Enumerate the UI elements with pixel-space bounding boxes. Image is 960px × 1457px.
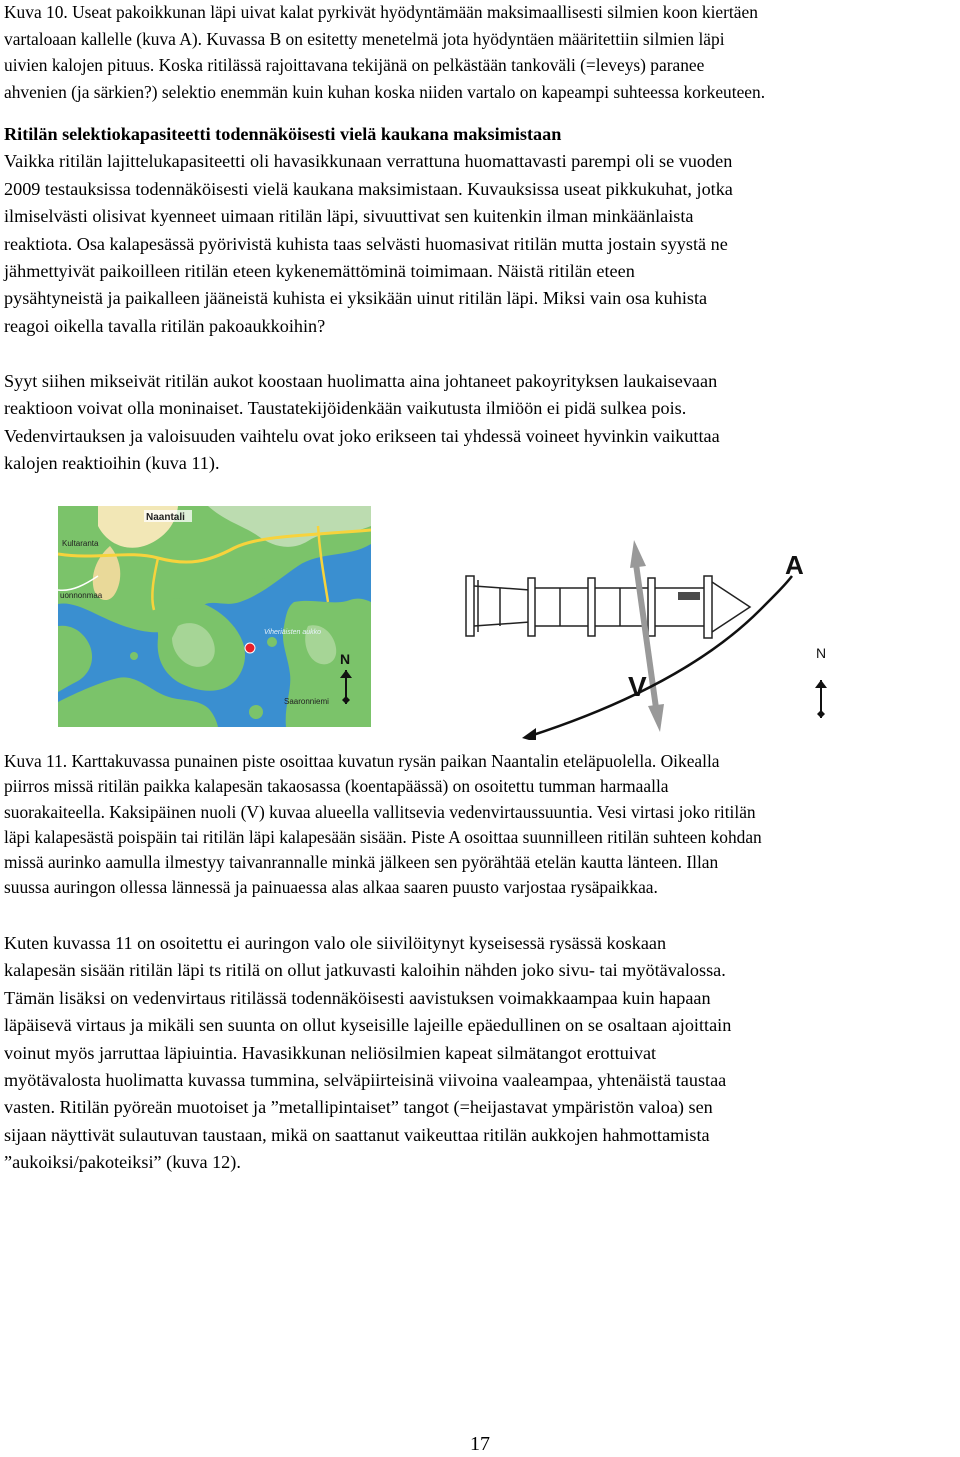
text-line: pysähtyneistä ja paikalleen jääneistä kuhista ei yksikään uinut ritilän läpi. Miksi vain osa kuhista [4,288,708,309]
current-arrow-icon [630,540,664,732]
grate-position-rect [678,592,700,600]
text-line: läpäisevä virtaus ja mikäli sen suunta on ollut kyseisille lajeille epäedullinen on se osaltaan ajoittain [4,1015,732,1036]
diagram-north-label: N [816,645,827,661]
text-line: Kuten kuvassa 11 on osoitettu ei auringon valo ole siivilöitynyt kyseisessä rysässä koskaan [4,933,667,953]
text-line: Vaikka ritilän lajittelukapasiteetti oli havasikkunaan verrattuna huomattavasti parempi oli se vuoden [4,151,733,172]
map-label-west: Kultaranta [62,539,99,548]
intro-paragraph [4,0,960,105]
caption-line: missä aurinko aamulla ilmestyy taivanrannalle minkä jälkeen sen pyörähtää etelän kautta länteen. Illan [4,852,719,873]
caption-line: suussa auringon ollessa lännessä ja painuaessa alas alkaa saaren puusto varjostaa rysäpaikkaa. [4,877,658,898]
trap-diagram [460,540,840,740]
point-a-label: A [785,550,804,580]
north-arrow-icon [815,680,827,718]
map-north-label: N [340,651,351,667]
figure-caption [4,749,960,901]
text-line: reaktioon voivat olla moninaiset. Taustatekijöidenkään vaikutusta ilmiöön ei pidä sulkea pois. [4,398,687,419]
text-line: Kuva 10. Useat pakoikkunan läpi uivat kalat pyrkivät hyödyntämään maksimaallisesti silmien koon kiertäen [4,2,758,22]
map-label-westshore: uonnonmaa [60,591,103,600]
text-line: kalapesän sisään ritilän läpi ts ritilä on ollut jatkuvasti kaloihin nähden joko sivu- tai myötävalossa. [4,960,726,981]
current-label: V [628,671,647,702]
text-line: myötävalosta huolimatta kuvassa tummina, selväpiirteisinä viivoina vaaleampaa, yhtenäistä taustaa [4,1070,727,1091]
text-line: Syyt siihen mikseivät ritilän aukot koostaan huolimatta aina johtaneet pakoyrityksen laukaisevaan [4,371,718,391]
section-paragraph [4,121,960,340]
text-line: ”aukoiksi/pakoteiksi” (kuva 12). [4,1152,241,1173]
caption-line: piirros missä ritilän paikka kalapesän takaosassa (koentapäässä) on osoitettu tumman harmaalla [4,776,669,797]
map-label-bay: Viheriäisten aukko [264,629,322,636]
text-line: uivien kalojen pituus. Koska ritilässä rajoittavana tekijänä on pelkästään tankoväli (=leveys) paranee [4,55,705,75]
causes-paragraph [4,368,960,478]
text-line: Tämän lisäksi on vedenvirtaus ritilässä todennäköisesti aavistuksen voimakkaampaa kuin hapaan [4,987,711,1008]
caption-line: läpi kalapesästä poispäin tai ritilän läpi kalapesään sisään. Piste A osoittaa suunnilleen ritilän suhteen kohdan [4,826,762,847]
text-line: ahvenien (ja särkien?) selektio enemmän kuin kuhan koska niiden vartalo on kapeampi suhteessa korkeuteen. [4,81,766,102]
map-label-town: Naantali [146,512,185,523]
text-line: reaktiota. Osa kalapesässä pyörivistä kuhista taas selvästi huomasivat ritilän mutta jostain syystä ne [4,233,728,254]
text-line: sijaan näyttivät sulautuvan taustaan, mikä on saattanut vaikeuttaa ritilän aukkojen hahmottamista [4,1124,710,1145]
text-line: jähmettyivät paikoilleen ritilän eteen kykenemättöminä toimimaan. Näistä ritilän eteen [4,261,635,282]
text-line: 2009 testauksissa todennäköisesti vielä kaukana maksimistaan. Kuvauksissa useat pikkukuhat, jotka [4,178,733,199]
caption-line: Kuva 11. Karttakuvassa punainen piste osoittaa kuvatun rysän paikan Naantalin eteläpuolella. Oikealla [4,751,720,771]
light-paragraph [4,930,960,1177]
text-line: vasten. Ritilän pyöreän muotoiset ja ”metallipintaiset” tangot (=heijastavat ympäristön valoa) sen [4,1097,713,1118]
text-line: vartaloaan kallelle (kuva A). Kuvassa B on esitetty menetelmä jota hyödyntäen määritettiin silmien läpi [4,28,725,49]
text-line: Vedenvirtauksen ja valoisuuden vaihtelu ovat joko erikseen tai yhdessä voineet hyvinkin vaikuttaa [4,425,720,446]
caption-line: suorakaiteella. Kaksipäinen nuoli (V) kuvaa alueella vallitsevia vedenvirtaussuuntia. Vesi virtasi joko ritilän [4,801,756,822]
text-line: kalojen reaktioihin (kuva 11). [4,453,220,474]
text-line: ilmiselvästi olisivat kyenneet uimaan ritilän läpi, sivuuttivat sen kuitenkin ilman minkäänlaista [4,206,694,227]
trap-location-marker [245,643,255,653]
map-label-south: Saaronniemi [284,697,329,706]
page-number: 17 [470,1433,490,1455]
text-line: voinut myös jarruttaa läpiuintia. Havasikkunan neliösilmien kapeat silmätangot erottuivat [4,1042,657,1063]
location-map [58,506,371,727]
text-line: reagoi oikella tavalla ritilän pakoaukkoihin? [4,315,326,336]
section-heading: Ritilän selektiokapasiteetti todennäköisesti vielä kaukana maksimistaan [4,124,562,144]
